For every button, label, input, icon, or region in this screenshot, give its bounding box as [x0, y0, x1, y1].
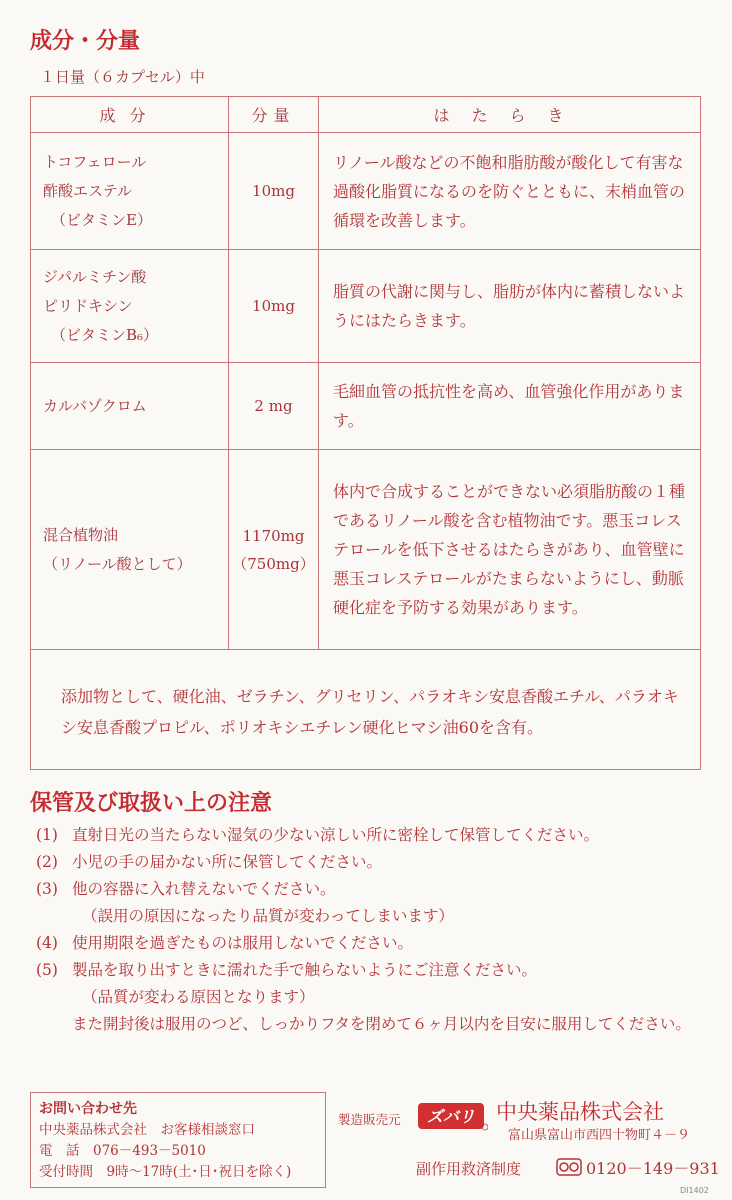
contact-phone: 電 話 076－493－5010 [39, 1143, 206, 1159]
ingredient-name [31, 450, 229, 650]
name-line: 混合植物油 [43, 525, 119, 544]
relief-system-label: 副作用救済制度 [416, 1160, 522, 1178]
caution-number: (2) [36, 853, 58, 871]
contact-box [30, 1092, 326, 1188]
contact-hours: 受付時間 9時～17時(土･日･祝日を除く) [39, 1164, 292, 1180]
amount-value: （750mg） [232, 554, 315, 573]
table-header-row [31, 97, 701, 133]
amount-value: 1170mg [242, 526, 305, 545]
caution-number: (1) [36, 826, 58, 844]
ingredient-action: 毛細血管の抵抗性を高め、血管強化作用があります。 [319, 363, 701, 450]
header-amount: 分量 [229, 97, 319, 133]
caution-item [36, 930, 716, 957]
company-name: 中央薬品株式会社 [496, 1100, 664, 1124]
ingredient-name [31, 363, 229, 450]
name-line: カルバゾクロム [43, 396, 147, 415]
section-title-ingredients: 成分・分量 [30, 29, 141, 54]
caution-text: 使用期限を過ぎたものは服用しないでください。 [72, 934, 414, 952]
manufacturer-label: 製造販売元 [338, 1112, 401, 1127]
caution-item [36, 957, 716, 1038]
caution-text: 小児の手の届かない所に保管してください。 [72, 853, 383, 871]
section-title-storage: 保管及び取扱い上の注意 [30, 791, 273, 816]
table-row [31, 133, 701, 250]
table-row [31, 450, 701, 650]
daily-dose-note: １日量（６カプセル）中 [40, 68, 205, 86]
ingredient-amount [229, 363, 319, 450]
name-line: ジパルミチン酸 [43, 267, 147, 286]
additives-row [31, 650, 701, 770]
caution-text: 製品を取り出すときに濡れた手で触らないようにご注意ください。 [72, 961, 538, 979]
amount-value: 10mg [252, 182, 295, 200]
logo-text: ズバリ [426, 1107, 476, 1126]
ingredient-amount [229, 250, 319, 363]
header-ingredient: 成分 [31, 97, 229, 133]
ingredient-name [31, 133, 229, 250]
caution-subtext: また開封後は服用のつど、しっかりフタを閉めて６ヶ月以内を目安に服用してください。 [72, 1015, 691, 1033]
caution-item [36, 849, 716, 876]
ingredient-name [31, 250, 229, 363]
caution-item [36, 822, 716, 849]
name-line: （ビタミンE） [51, 210, 152, 229]
caution-item [36, 876, 716, 930]
relief-phone-number: 0120－149－931 [586, 1159, 720, 1178]
table-row [31, 250, 701, 363]
caution-subtext: （品質が変わる原因となります） [82, 988, 315, 1006]
additives-text: 添加物として、硬化油、ゼラチン、グリセリン、パラオキシ安息香酸エチル、パラオキシ安息香酸プロピル、ポリオキシエチレン硬化ヒマシ油60を含有。 [31, 650, 701, 770]
contact-heading: お問い合わせ先 [39, 1101, 137, 1117]
company-address: 富山県富山市西四十物町４－９ [508, 1128, 691, 1143]
name-line: 酢酸エステル [43, 181, 132, 200]
ingredient-action: 脂質の代謝に関与し、脂肪が体内に蓄積しないようにはたらきます。 [319, 250, 701, 363]
ingredient-amount [229, 450, 319, 650]
zubari-logo [418, 1103, 488, 1131]
freedial-icon [556, 1158, 582, 1176]
ingredients-table [30, 96, 701, 770]
name-line: （ビタミンB₆） [51, 325, 159, 344]
name-line: トコフェロール [43, 152, 147, 171]
caution-text: 他の容器に入れ替えないでください。 [72, 880, 336, 898]
amount-value: 10mg [252, 297, 295, 315]
caution-text: 直射日光の当たらない湿気の少ない涼しい所に密栓して保管してください。 [72, 826, 600, 844]
ingredient-action: リノール酸などの不飽和脂肪酸が酸化して有害な過酸化脂質になるのを防ぐとともに、末梢血管の循環を改善します。 [319, 133, 701, 250]
contact-company: 中央薬品株式会社 お客様相談窓口 [39, 1122, 255, 1138]
caution-number: (3) [36, 880, 58, 898]
ingredient-action: 体内で合成することができない必須脂肪酸の１種であるリノール酸を含む植物油です。悪玉コレステロールを低下させるはたらきがあり、血管壁に悪玉コレステロールがたまらないようにし、動脈硬化症を予防する効果があります。 [319, 450, 701, 650]
name-line: ピリドキシン [43, 296, 133, 315]
header-action: はたらき [319, 97, 701, 133]
caution-number: (5) [36, 961, 58, 979]
caution-subtext: （誤用の原因になったり品質が変わってしまいます） [82, 907, 454, 925]
name-line: （リノール酸として） [43, 554, 192, 573]
caution-number: (4) [36, 934, 58, 952]
table-row [31, 363, 701, 450]
document-code: DI1402 [680, 1186, 709, 1195]
caution-list [36, 822, 716, 1038]
amount-value: 2 mg [254, 397, 293, 415]
ingredient-amount [229, 133, 319, 250]
